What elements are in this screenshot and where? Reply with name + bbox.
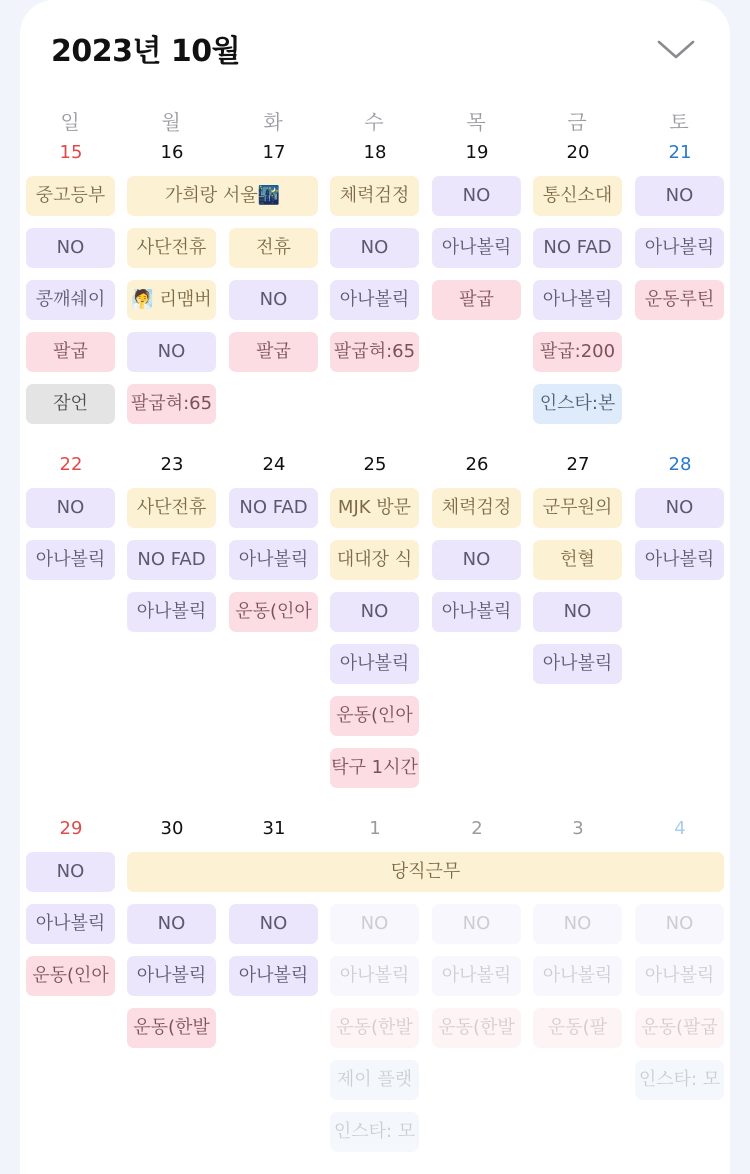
calendar-event[interactable]: 가희랑 서울🌃 <box>127 176 318 216</box>
calendar-event[interactable]: NO <box>229 280 318 320</box>
day-number[interactable]: 17 <box>262 142 286 163</box>
calendar-event[interactable]: 콩깨쉐이 <box>26 280 115 320</box>
calendar-event[interactable]: 운동(한발 <box>127 1008 216 1048</box>
day-number[interactable]: 27 <box>566 454 590 475</box>
calendar-event[interactable]: 아나볼릭 <box>127 592 216 632</box>
day-number[interactable]: 19 <box>465 142 489 163</box>
calendar-event[interactable]: MJK 방문 <box>330 488 419 528</box>
weekday-label: 목 <box>466 110 486 134</box>
calendar-event[interactable]: 체력검정 <box>432 488 521 528</box>
weekday-label: 토 <box>669 110 689 134</box>
calendar-event[interactable]: 아나볼릭 <box>127 956 216 996</box>
weekday-label: 일 <box>60 110 80 134</box>
calendar-event[interactable]: NO <box>635 176 724 216</box>
month-title: 2023년 10월 <box>51 34 241 69</box>
calendar-event[interactable]: 팔굽혀:65 <box>127 384 216 424</box>
calendar-event[interactable]: 아나볼릭 <box>533 280 622 320</box>
calendar-event[interactable]: 운동(한발 <box>432 1008 521 1048</box>
day-number[interactable]: 28 <box>668 454 692 475</box>
calendar-event[interactable]: 잠언 <box>26 384 115 424</box>
calendar-event[interactable]: 운동(한발 <box>330 1008 419 1048</box>
calendar-event[interactable]: 아나볼릭 <box>330 644 419 684</box>
calendar-event[interactable]: NO <box>330 592 419 632</box>
calendar-event[interactable]: 아나볼릭 <box>635 228 724 268</box>
calendar-event[interactable]: 군무원의 <box>533 488 622 528</box>
calendar-event[interactable]: 아나볼릭 <box>533 956 622 996</box>
calendar-event[interactable]: 팔굽 <box>432 280 521 320</box>
calendar-event[interactable]: 대대장 식 <box>330 540 419 580</box>
calendar-event[interactable]: 아나볼릭 <box>330 280 419 320</box>
day-number[interactable]: 2 <box>471 818 483 839</box>
calendar-event[interactable]: NO <box>127 904 216 944</box>
calendar-event[interactable]: 탁구 1시간 <box>330 748 419 788</box>
day-number[interactable]: 16 <box>160 142 184 163</box>
calendar-event[interactable]: 팔굽:200 <box>533 332 622 372</box>
day-number[interactable]: 24 <box>262 454 286 475</box>
calendar-event[interactable]: 제이 플랫 <box>330 1060 419 1100</box>
calendar-event[interactable]: 아나볼릭 <box>432 956 521 996</box>
day-number[interactable]: 23 <box>160 454 184 475</box>
calendar-event[interactable]: NO <box>330 904 419 944</box>
calendar-event[interactable]: NO <box>635 488 724 528</box>
calendar-event[interactable]: NO <box>26 228 115 268</box>
calendar-event[interactable]: NO <box>26 852 115 892</box>
calendar-event[interactable]: NO FAD <box>533 228 622 268</box>
day-number[interactable]: 30 <box>160 818 184 839</box>
calendar-event[interactable]: 아나볼릭 <box>432 592 521 632</box>
calendar-event[interactable]: 아나볼릭 <box>635 540 724 580</box>
weekday-label: 월 <box>161 110 181 134</box>
calendar-event[interactable]: 사단전휴 <box>127 228 216 268</box>
calendar-event[interactable]: 아나볼릭 <box>533 644 622 684</box>
calendar-event[interactable]: 팔굽혀:65 <box>330 332 419 372</box>
day-number[interactable]: 26 <box>465 454 489 475</box>
day-number[interactable]: 4 <box>674 818 686 839</box>
calendar-event[interactable]: NO <box>229 904 318 944</box>
calendar-event[interactable]: 인스타: 모 <box>330 1112 419 1152</box>
calendar-event[interactable]: 운동루틴 <box>635 280 724 320</box>
day-number[interactable]: 29 <box>59 818 83 839</box>
calendar-event[interactable]: NO <box>533 592 622 632</box>
calendar-event[interactable]: NO <box>432 904 521 944</box>
calendar-event[interactable]: 팔굽 <box>26 332 115 372</box>
calendar-event[interactable]: 전휴 <box>229 228 318 268</box>
day-number[interactable]: 22 <box>59 454 83 475</box>
calendar-event[interactable]: 통신소대 <box>533 176 622 216</box>
weekday-label: 금 <box>567 110 587 134</box>
day-number[interactable]: 20 <box>566 142 590 163</box>
calendar-event[interactable]: 운동(인아 <box>229 592 318 632</box>
calendar-event[interactable]: 인스타: 모 <box>635 1060 724 1100</box>
weekday-label: 수 <box>364 110 384 134</box>
calendar-event[interactable]: 아나볼릭 <box>229 956 318 996</box>
day-number[interactable]: 25 <box>363 454 387 475</box>
calendar-event[interactable]: 아나볼릭 <box>26 540 115 580</box>
day-number[interactable]: 18 <box>363 142 387 163</box>
calendar-event[interactable]: 인스타:본 <box>533 384 622 424</box>
calendar-event[interactable]: 운동(인아 <box>330 696 419 736</box>
day-number[interactable]: 21 <box>668 142 692 163</box>
calendar-event[interactable]: 운동(팔 <box>533 1008 622 1048</box>
calendar-event[interactable]: NO <box>533 904 622 944</box>
calendar-event[interactable]: 아나볼릭 <box>635 956 724 996</box>
calendar-event[interactable]: NO <box>432 540 521 580</box>
calendar-event[interactable]: 아나볼릭 <box>432 228 521 268</box>
chevron-down-icon[interactable] <box>656 36 696 62</box>
calendar-event[interactable]: 체력검정 <box>330 176 419 216</box>
day-number[interactable]: 1 <box>369 818 381 839</box>
calendar-event[interactable]: NO <box>635 904 724 944</box>
calendar-event[interactable]: NO <box>432 176 521 216</box>
weekday-label: 화 <box>263 110 283 134</box>
calendar-event[interactable]: 아나볼릭 <box>229 540 318 580</box>
calendar-event[interactable]: 당직근무 <box>127 852 724 892</box>
calendar-event[interactable]: NO <box>127 332 216 372</box>
calendar-event[interactable]: NO FAD <box>229 488 318 528</box>
calendar-event[interactable]: 아나볼릭 <box>26 904 115 944</box>
calendar-event[interactable]: 헌혈 <box>533 540 622 580</box>
day-number[interactable]: 15 <box>59 142 83 163</box>
calendar-event[interactable]: 사단전휴 <box>127 488 216 528</box>
calendar-event[interactable]: 🧖 리맴버 <box>127 280 216 320</box>
calendar-event[interactable]: 팔굽 <box>229 332 318 372</box>
calendar-event[interactable]: 아나볼릭 <box>330 956 419 996</box>
calendar-event[interactable]: 운동(인아 <box>26 956 115 996</box>
calendar-event[interactable]: 중고등부 <box>26 176 115 216</box>
day-number[interactable]: 3 <box>572 818 584 839</box>
calendar-event[interactable]: 운동(팔굽 <box>635 1008 724 1048</box>
day-number[interactable]: 31 <box>262 818 286 839</box>
calendar-event[interactable]: NO <box>26 488 115 528</box>
calendar-event[interactable]: NO FAD <box>127 540 216 580</box>
calendar-event[interactable]: NO <box>330 228 419 268</box>
